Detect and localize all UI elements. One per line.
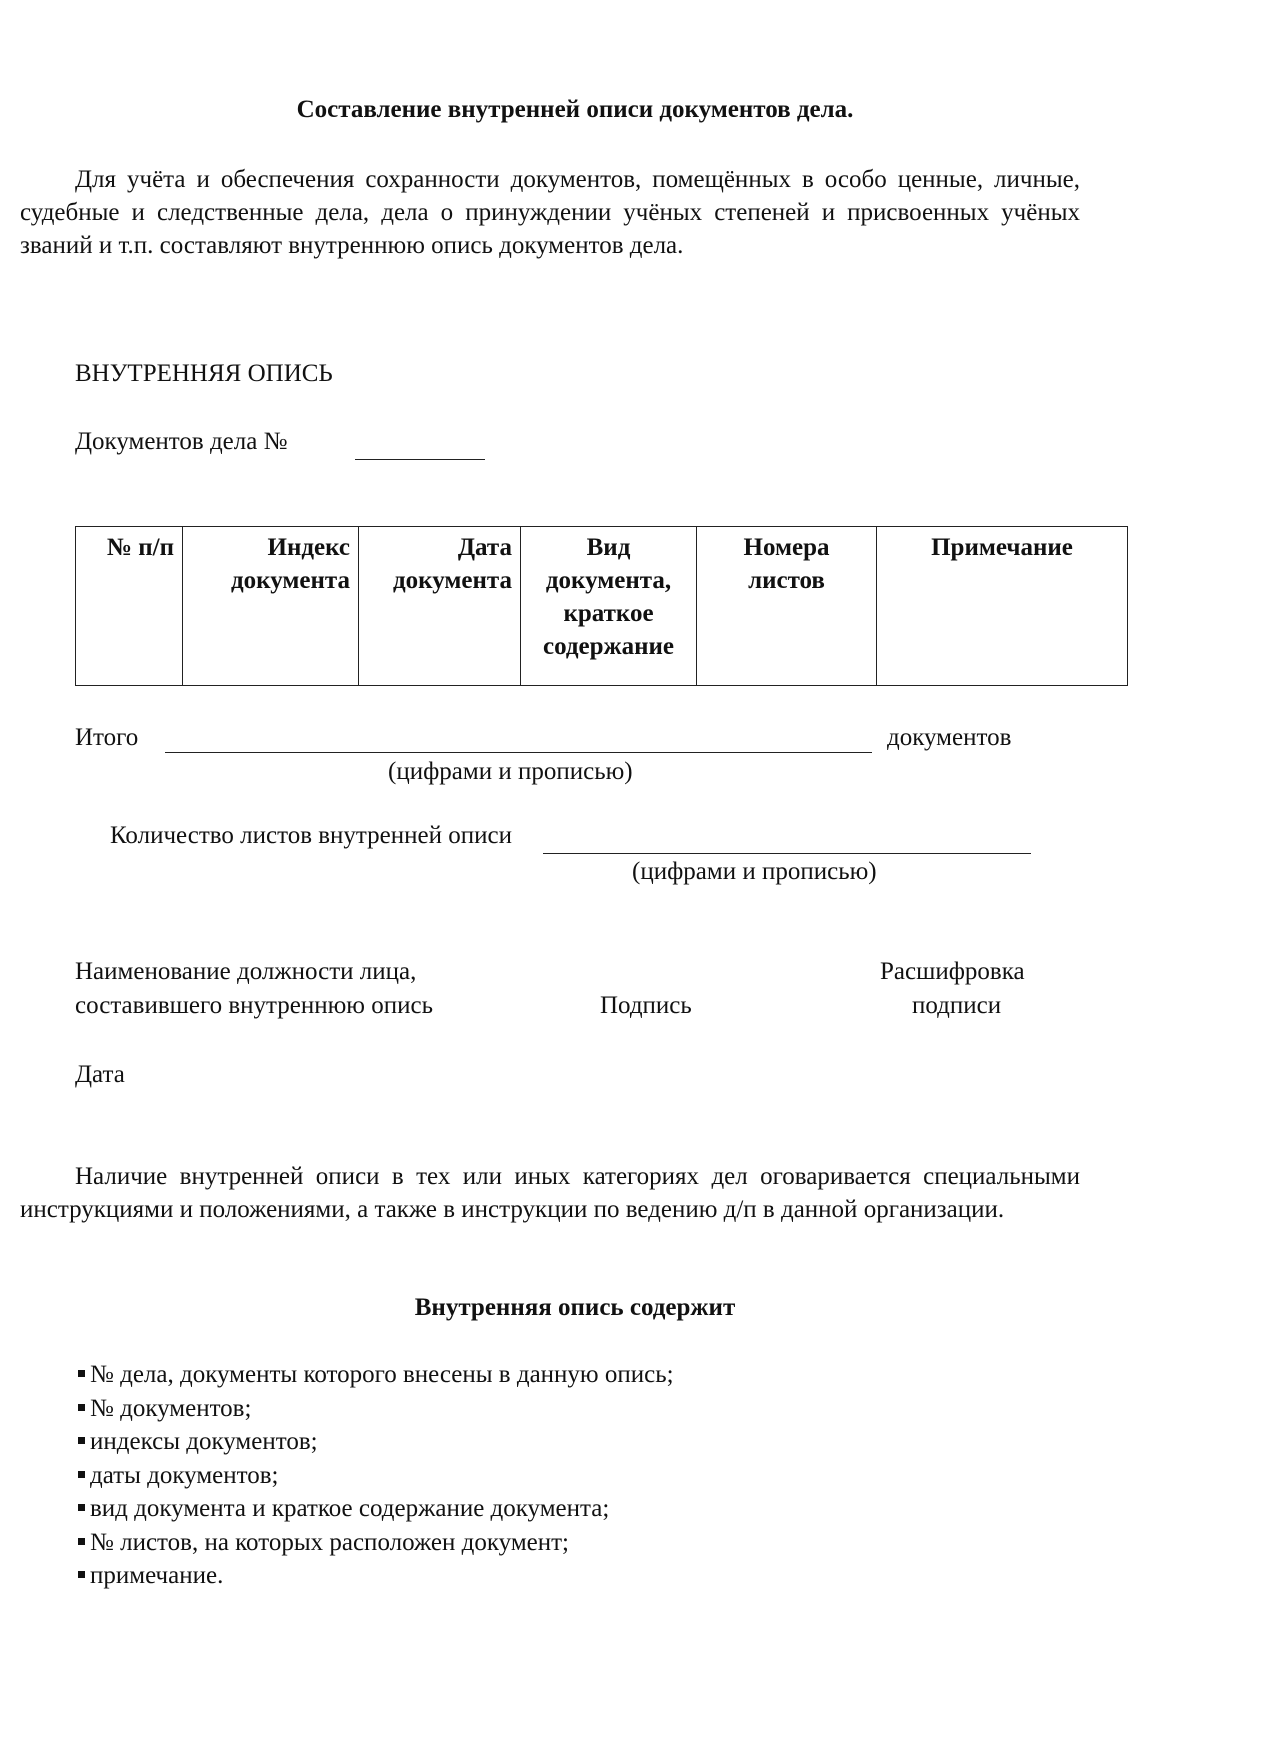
header-type: Вид документа, краткое содержание (521, 527, 697, 686)
list-item: даты документов; (78, 1459, 674, 1493)
list-item: № листов, на которых расположен документ; (78, 1526, 674, 1560)
total-line (165, 752, 872, 753)
header-sheets: Номера листов (697, 527, 877, 686)
decoding-label-line1: Расшифровка (880, 958, 1025, 985)
contents-heading: Внутренняя опись содержит (414, 1294, 736, 1321)
bullet-icon (78, 1538, 85, 1545)
total-suffix: документов (887, 724, 1012, 751)
bullet-icon (78, 1504, 85, 1511)
case-number-label: Документов дела № (75, 428, 288, 455)
form-heading: ВНУТРЕННЯЯ ОПИСЬ (75, 360, 333, 387)
header-number: № п/п (76, 527, 183, 686)
list-item: № дела, документы которого внесены в данную опись; (78, 1358, 674, 1392)
list-item: примечание. (78, 1559, 674, 1593)
bullet-icon (78, 1471, 85, 1478)
date-label: Дата (75, 1061, 125, 1088)
position-label-line2: составившего внутреннюю опись (75, 992, 433, 1019)
sheets-hint: (цифрами и прописью) (632, 858, 877, 885)
list-item: № документов; (78, 1392, 674, 1426)
list-item: индексы документов; (78, 1425, 674, 1459)
total-label: Итого (75, 724, 139, 751)
signature-label: Подпись (600, 992, 692, 1019)
decoding-label-line2: подписи (912, 992, 1002, 1019)
list-item: вид документа и краткое содержание документа; (78, 1492, 674, 1526)
inventory-table (75, 526, 1128, 686)
header-note: Примечание (877, 527, 1128, 686)
note-paragraph: Наличие внутренней описи в тех или иных категориях дел оговаривается специальными инструкциями и положениями, а также в инструкции по ведению д/п в данной организации. (20, 1163, 1080, 1223)
document-title: Составление внутренней описи документов дела. (296, 96, 854, 123)
bullet-icon (78, 1571, 85, 1578)
sheets-line (543, 853, 1031, 854)
intro-paragraph: Для учёта и обеспечения сохранности документов, помещённых в особо ценные, личные, судебные и следственные дела, дела о принуждении учёных степеней и присвоенных учёных званий и т.п. составляют внутреннюю опись документов дела. (20, 166, 1080, 259)
header-index: Индекс документа (183, 527, 359, 686)
case-number-line (355, 459, 485, 460)
contents-list (78, 1358, 674, 1593)
total-hint: (цифрами и прописью) (388, 758, 633, 785)
bullet-icon (78, 1370, 85, 1377)
position-label-line1: Наименование должности лица, (75, 958, 417, 985)
table-header-row (76, 527, 1128, 686)
bullet-icon (78, 1437, 85, 1444)
sheets-label: Количество листов внутренней описи (110, 822, 512, 849)
bullet-icon (78, 1404, 85, 1411)
header-date: Дата документа (359, 527, 521, 686)
